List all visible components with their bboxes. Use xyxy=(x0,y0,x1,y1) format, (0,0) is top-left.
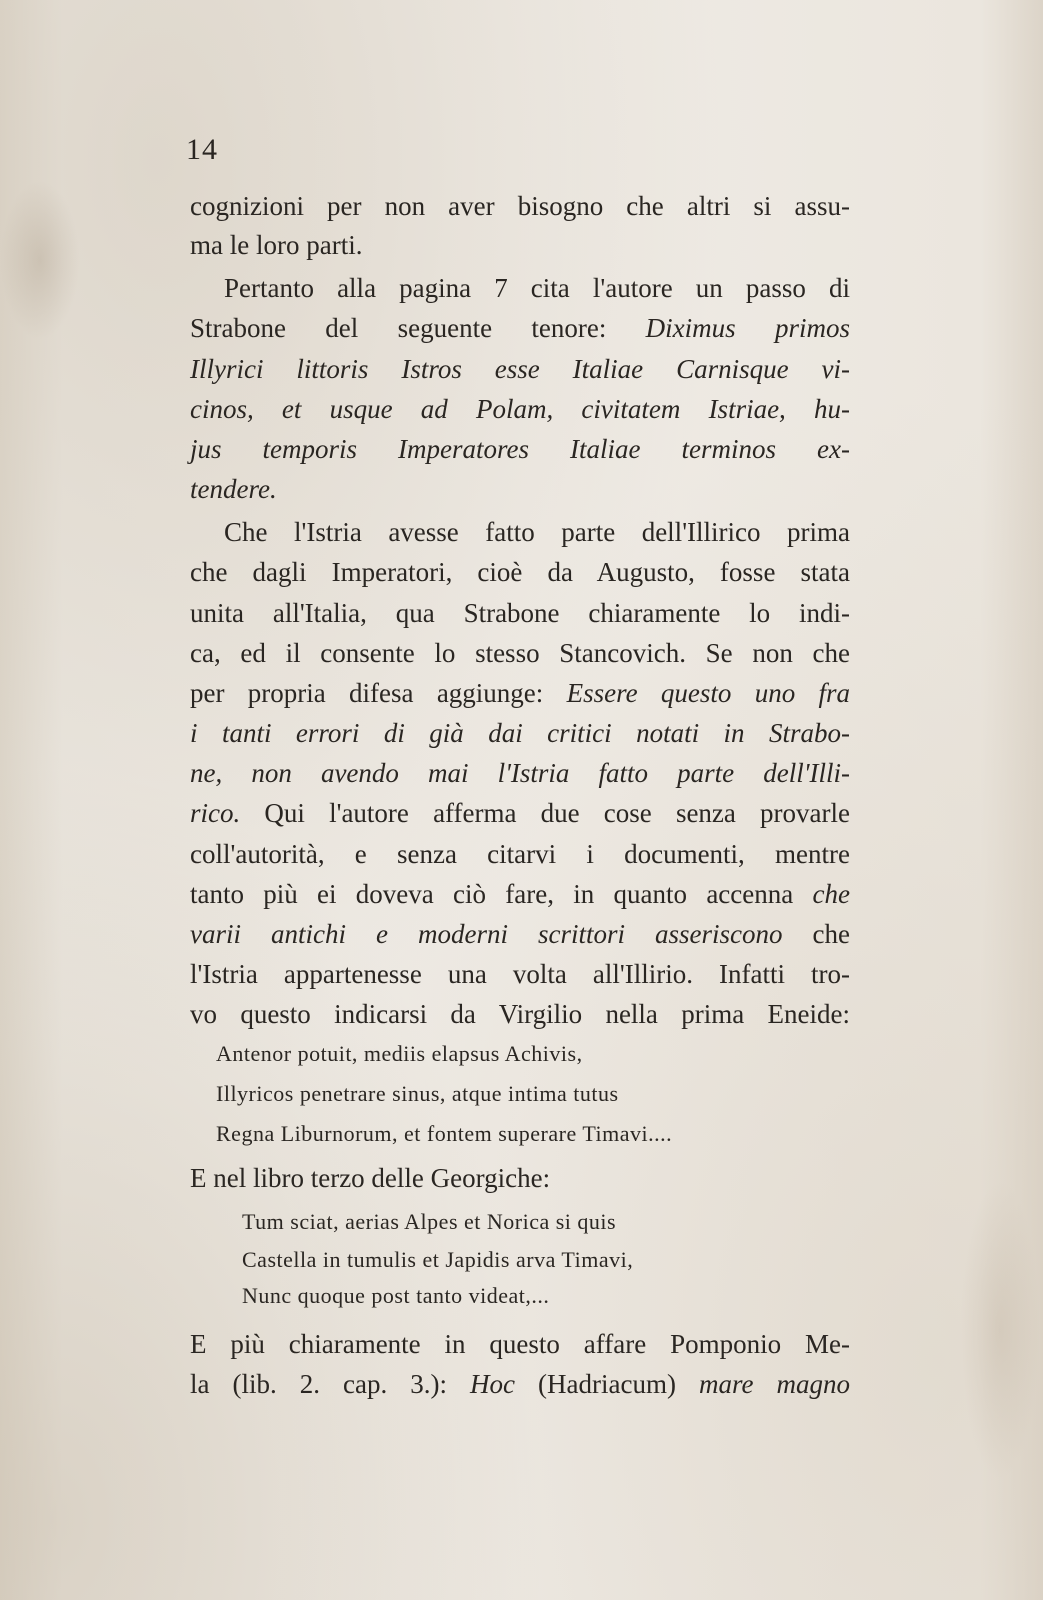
verse-line: Antenor potuit, mediis elapsus Achivis, xyxy=(216,1041,583,1066)
text-line: per propria difesa aggiunge: Essere questo uno fra xyxy=(190,678,851,708)
quote-line: cinos, et usque ad Polam, civitatem Istriae, hu- xyxy=(190,394,850,424)
text-line: E più chiaramente in questo affare Pomponio Me- xyxy=(190,1329,850,1359)
text-line: vo questo indicarsi da Virgilio nella prima Eneide: xyxy=(190,999,850,1029)
text-line: rico. Qui l'autore afferma due cose senza provarle xyxy=(190,798,851,828)
quote-text: Hoc xyxy=(470,1369,516,1399)
quote-line: tendere. xyxy=(190,474,277,504)
quote-line: jus temporis Imperatores Italiae terminos ex- xyxy=(190,434,850,464)
verse-line: Nunc quoque post tanto videat,... xyxy=(242,1283,550,1308)
quote-line: Illyrici littoris Istros esse Italiae Carnisque vi- xyxy=(190,354,850,384)
text-line: cognizioni per non aver bisogno che altri si assu- xyxy=(190,191,850,221)
quote-text: che xyxy=(812,879,850,909)
text-line: unita all'Italia, qua Strabone chiaramente lo indi- xyxy=(190,598,850,628)
quote-text: mare magno xyxy=(698,1369,850,1399)
text-line: che dagli Imperatori, cioè da Augusto, fosse stata xyxy=(190,557,850,587)
text-line: la (lib. 2. cap. 3.): Hoc (Hadriacum) mare magno xyxy=(190,1369,850,1399)
verse-line: Illyricos penetrare sinus, atque intima tutus xyxy=(216,1081,619,1106)
page-number: 14 xyxy=(186,133,218,166)
paper-stain xyxy=(960,1180,1040,1480)
text-line: Strabone del seguente tenore: Diximus primos xyxy=(190,313,850,343)
verse-line: Tum sciat, aerias Alpes et Norica si quis xyxy=(242,1209,617,1234)
paper-stain xyxy=(0,180,80,340)
quote-text: Diximus primos xyxy=(645,313,850,343)
verse-line: Regna Liburnorum, et fontem superare Timavi.... xyxy=(216,1121,673,1146)
text-line: E nel libro terzo delle Georgiche: xyxy=(190,1163,551,1193)
quote-line: ne, non avendo mai l'Istria fatto parte dell'Illi- xyxy=(190,758,850,788)
text-line: varii antichi e moderni scrittori asseriscono che xyxy=(190,919,851,949)
quote-text: rico. xyxy=(190,798,241,828)
text-line: ca, ed il consente lo stesso Stancovich. Se non che xyxy=(190,638,850,668)
text-line: coll'autorità, e senza citarvi i documenti, mentre xyxy=(190,839,850,869)
text-line: ma le loro parti. xyxy=(190,230,363,260)
text-line: tanto più ei doveva ciò fare, in quanto accenna che xyxy=(190,879,850,909)
text-line: l'Istria appartenesse una volta all'Illirio. Infatti tro- xyxy=(190,959,850,989)
text-line: Che l'Istria avesse fatto parte dell'Illirico prima xyxy=(224,517,850,547)
text-line: Pertanto alla pagina 7 cita l'autore un passo di xyxy=(224,273,850,303)
quote-line: i tanti errori di già dai critici notati in Strabo- xyxy=(190,718,850,748)
verse-line: Castella in tumulis et Japidis arva Timavi, xyxy=(242,1247,634,1272)
quote-text: Essere questo uno fra xyxy=(566,678,851,708)
quote-text: varii antichi e moderni scrittori asseriscono xyxy=(190,919,783,949)
